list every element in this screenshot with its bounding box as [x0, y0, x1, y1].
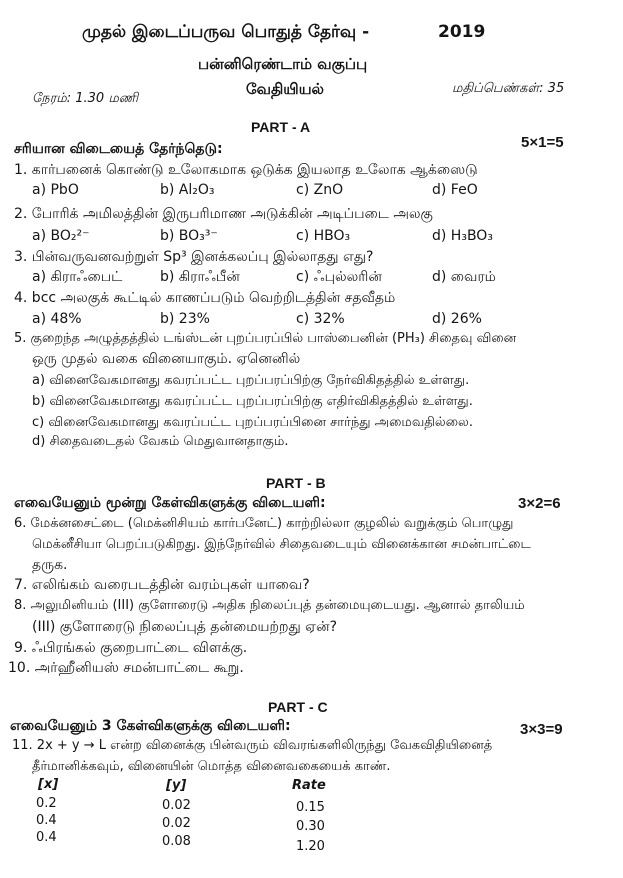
- part-b-title: PART - B: [266, 475, 326, 491]
- table-cell: 0.02: [162, 798, 191, 813]
- table-cell: 0.4: [36, 830, 57, 845]
- part-a-instruction: சரியான விடையைத் தேர்ந்தெடு:: [14, 141, 223, 157]
- part-a-title: PART - A: [251, 119, 311, 135]
- q1-option-b: b) Al₂O₃: [160, 182, 215, 198]
- q3-option-a: a) கிராஃபைட்: [32, 269, 123, 285]
- table-cell: 1.20: [296, 839, 325, 854]
- table-cell: 0.08: [162, 834, 191, 849]
- time-label: நேரம்: 1.30 மணி: [32, 91, 139, 106]
- q2-option-c: c) HBO₃: [296, 228, 351, 244]
- max-marks-label: மதிப்பெண்கள்: 35: [452, 81, 565, 96]
- question-6-line-3: தருக.: [32, 557, 68, 573]
- q1-option-c: c) ZnO: [296, 182, 344, 198]
- part-c-instruction: எவையேனும் 3 கேள்விகளுக்கு விடையளி:: [10, 718, 291, 734]
- q1-option-d: d) FeO: [432, 182, 478, 198]
- question-9: 9. ஃபிரங்கல் குறைபாட்டை விளக்கு.: [14, 640, 248, 656]
- question-5-cont: ஒரு முதல் வகை வினையாகும். ஏனெனில்: [32, 351, 301, 367]
- question-10: 10. அர்ஹீனியஸ் சமன்பாட்டை கூறு.: [8, 660, 244, 676]
- q5-option-c: c) வினைவேகமானது கவரப்பட்ட புறப்பரப்பினை சார்ந்து அமைவதில்லை.: [32, 415, 473, 430]
- question-8-line-2: (III) குளோரைடு நிலைப்புத் தன்மையற்றது ஏன்?: [32, 619, 338, 635]
- q5-option-a: a) வினைவேகமானது கவரப்பட்ட புறப்பரப்பிற்கு நேர்விகிதத்தில் உள்ளது.: [32, 373, 470, 388]
- table-cell: 0.2: [36, 796, 57, 811]
- question-7: 7. எலிங்கம் வரைபடத்தின் வரம்புகள் யாவை?: [14, 577, 310, 593]
- table-header-x: [x]: [38, 777, 59, 792]
- q5-option-d: d) சிதைவடைதல் வேகம் மெதுவானதாகும்.: [32, 434, 289, 449]
- class-label: பன்னிரெண்டாம் வகுப்பு: [198, 55, 368, 73]
- exam-year: 2019: [438, 22, 486, 42]
- part-c-marks: 3×3=9: [520, 721, 563, 738]
- table-cell: 0.02: [162, 816, 191, 831]
- question-4: 4. bcc அலகுக் கூட்டில் காணப்படும் வெற்றிடத்தின் சதவீதம்: [14, 290, 396, 306]
- q5-option-b: b) வினைவேகமானது கவரப்பட்ட புறப்பரப்பிற்கு எதிர்விகிதத்தில் உள்ளது.: [32, 394, 473, 409]
- question-6-line-2: மெக்னீசியா பெறப்படுகிறது. இந்நேர்வில் சிதைவடையும் வினைக்கான சமன்பாட்டை: [32, 537, 531, 552]
- q2-option-d: d) H₃BO₃: [432, 228, 493, 244]
- q2-option-a: a) BO₂²⁻: [32, 228, 90, 244]
- question-1: 1. கார்பனைக் கொண்டு உலோகமாக ஒடுக்க இயலாத உலோக ஆக்ஸைடு: [14, 162, 478, 178]
- q4-option-d: d) 26%: [432, 311, 482, 327]
- q1-option-a: a) PbO: [32, 182, 79, 198]
- question-3: 3. பின்வருவனவற்றுள் Sp³ இனக்கலப்பு இல்லாதது எது?: [14, 249, 374, 265]
- part-a-marks: 5×1=5: [521, 134, 564, 151]
- question-11-line-1: 11. 2x + y → L என்ற வினைக்கு பின்வரும் விவரங்களிலிருந்து வேகவிதியினைத்: [12, 738, 493, 753]
- part-b-marks: 3×2=6: [518, 495, 561, 512]
- q3-option-b: b) கிராஃபீன்: [160, 269, 240, 285]
- exam-title: முதல் இடைப்பருவ பொதுத் தேர்வு -: [82, 22, 370, 42]
- question-8-line-1: 8. அலுமினியம் (III) குளோரைடு அதிக நிலைப்புத் தன்மையுடையது. ஆனால் தாலியம்: [14, 598, 525, 613]
- part-c-title: PART - C: [268, 699, 328, 715]
- table-header-y: [y]: [166, 778, 187, 793]
- question-2: 2. போரிக் அமிலத்தின் இருபரிமாண அடுக்கின் அடிப்படை அலகு: [14, 206, 433, 222]
- subject-label: வேதியியல்: [246, 80, 325, 98]
- table-header-rate: Rate: [292, 778, 326, 793]
- question-11-line-2: தீர்மானிக்கவும், வினையின் மொத்த வினைவகையைக் காண்.: [32, 759, 391, 774]
- q4-option-b: b) 23%: [160, 311, 210, 327]
- q3-option-d: d) வைரம்: [432, 269, 496, 285]
- table-cell: 0.30: [296, 819, 325, 834]
- q4-option-a: a) 48%: [32, 311, 82, 327]
- q3-option-c: c) ஃபுல்லரின்: [296, 269, 382, 285]
- question-6-line-1: 6. மேக்னசைட்டை (மெக்னிசியம் கார்பனேட்) காற்றில்லா குழலில் வறுக்கும் பொழுது: [14, 516, 514, 531]
- q4-option-c: c) 32%: [296, 311, 345, 327]
- question-5: 5. குறைந்த அழுத்தத்தில் டங்ஸ்டன் புறப்பரப்பில் பாஸ்பைனின் (PH₃) சிதைவு வினை: [14, 331, 517, 346]
- q2-option-b: b) BO₃³⁻: [160, 228, 218, 244]
- table-cell: 0.15: [296, 800, 325, 815]
- part-b-instruction: எவையேனும் மூன்று கேள்விகளுக்கு விடையளி:: [14, 495, 326, 511]
- table-cell: 0.4: [36, 813, 57, 828]
